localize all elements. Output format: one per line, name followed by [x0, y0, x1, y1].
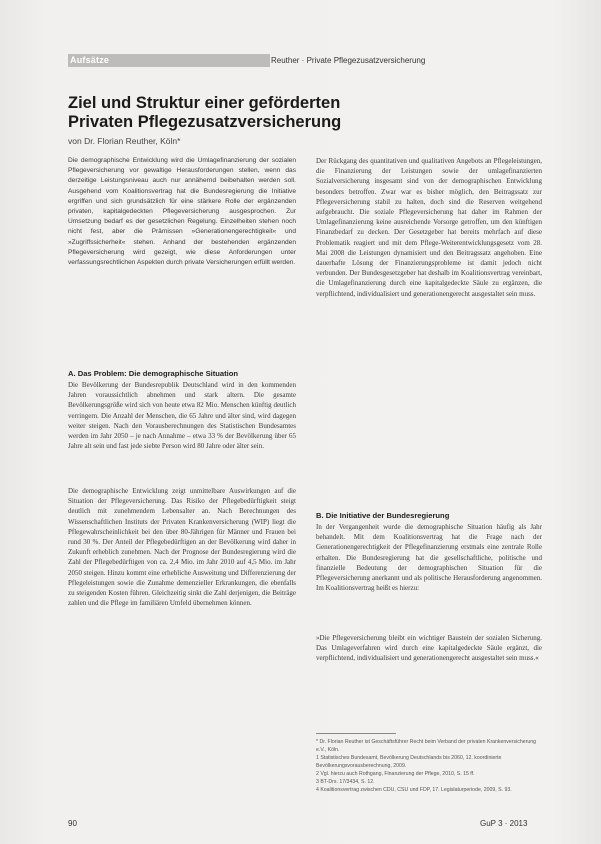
article-author: von Dr. Florian Reuther, Köln*	[68, 136, 181, 146]
footnotes	[316, 738, 542, 814]
footnote: 3 BT-Drs. 17/3434, S. 12.	[316, 779, 375, 785]
section-b-paragraph-1: In der Vergangenheit wurde die demographische Situation häufig als Jahr behandelt. Mit dem Koalitionsvertrag hat die Frage nach der Generationengerechtigkeit der Pflegefinanzierung erstmals eine zentrale Rolle erhalten. Die Bundesregierung hat die gesellschaftliche, politische und finanzielle Bedeutung der demographischen Situation für die Pflegeversicherung anerkannt und als politische Herausforderung angenommen. Im Koalitionsvertrag heißt es hierzu:	[316, 523, 542, 593]
footnote: 1 Statistisches Bundesamt, Bevölkerung Deutschlands bis 2060, 12. koordinierte Bevölkerungsvorausberechnung, 2009.	[316, 755, 502, 769]
running-head: Reuther · Private Pflegezusatzversicherung	[271, 56, 426, 65]
section-b-heading: B. Die Initiative der Bundesregierung	[316, 511, 450, 520]
abstract: Die demographische Entwicklung wird die Umlagefinanzierung der sozialen Pflegeversicherung vor gewaltige Herausforderungen stellen, wenn das derzeitige Leistungsniveau auch nur annähernd beibehalten werden soll. Ausgehend vom Koalitionsvertrag hat die Bundesregierung die Initiative ergriffen und sich grundsätzlich für eine stärkere Rolle der ergänzenden privaten, kapitalgedeckten Pflegeversicherung ausgesprochen. Zur Umsetzung bedarf es der gesetzlichen Regelung. Einzelheiten stehen noch nicht fest, aber die Prämissen »Generationengerechtigkeit« und »Zugriffssicherheit« stehen. Anhand der bestehenden ergänzenden Pflegeversicherung wird gezeigt, wie diese Anforderungen unter verfassungsrechtlichen Aspekten durch private Versicherungen erfüllt werden.	[68, 157, 296, 267]
section-tag: Aufsätze	[70, 55, 110, 65]
section-a-paragraph-1: Die Bevölkerung der Bundesrepublik Deutschland wird in den kommenden Jahren voraussichtlich abnehmen und stark altern. Die gesamte Bevölkerungsgröße wird sich von heute etwa 82 Mio. Menschen künftig deutlich verringern. Die Anzahl der Menschen, die 65 Jahre und älter sind, wird dagegen weiter steigen. Nach den Vorausberechnungen des Statistischen Bundesamtes werden im Jahr 2050 – je nach Annahme – etwa 33 % der Bevölkerung über 65 Jahre alt sein und fast jede siebte Person wird 80 Jahre oder älter sein.	[68, 381, 296, 451]
block-quote: »Die Pflegeversicherung bleibt ein wichtiger Baustein der sozialen Sicherung. Das Umlageverfahren wird durch eine kapitalgedeckte Säule ergänzt, die verpflichtend, individualisiert und generationengerecht ausgestaltet sein muss.«	[316, 634, 542, 663]
footnote: * Dr. Florian Reuther ist Geschäftsführer Recht beim Verband der privaten Krankenversicherung e.V., Köln.	[316, 739, 536, 753]
footnote-rule	[316, 733, 396, 734]
journal-issue: GuP 3 · 2013	[480, 819, 528, 828]
section-a-heading: A. Das Problem: Die demographische Situation	[68, 369, 239, 378]
section-a-paragraph-2: Die demographische Entwicklung zeigt unmittelbare Auswirkungen auf die Situation der Pflegeversicherung. Das Risiko der Pflegebedürftigkeit steigt deutlich mit zunehmendem Lebensalter an. Nach Berechnungen des Wissenschaftlichen Instituts der Privaten Krankenversicherung (WIP) liegt die Pflegewahrscheinlichkeit bei den über 80-Jährigen für Männer und Frauen bei rund 30 %. Der Anteil der Pflegebedürftigen an der Bevölkerung wird daher in Zukunft erheblich zunehmen. Nach der Prognose der Bundesregierung wird die Zahl der Pflegebedürftigen von ca. 2,4 Mio. im Jahr 2010 auf 4,5 Mio. im Jahr 2050 steigen. Hinzu kommt eine erhebliche Ausweitung und Differenzierung der Pflegeleistungen sowie die Zunahme demenzieller Erkrankungen, die ebenfalls zu steigenden Kosten führen. Gleichzeitig sinkt die Zahl derjenigen, die Beiträge zahlen und die Pflege im familiären Umfeld übernehmen können.	[68, 487, 296, 608]
footnote: 2 Vgl. hierzu auch Rothgang, Finanzierung der Pflege, 2010, S. 15 ff.	[316, 771, 475, 777]
footnote: 4 Koalitionsvertrag zwischen CDU, CSU und FDP, 17. Legislaturperiode, 2009, S. 93.	[316, 787, 512, 793]
page-number: 90	[68, 819, 77, 828]
right-paragraph-1: Der Rückgang des quantitativen und qualitativen Angebots an Pflegeleistungen, die Finanzierung der Leistungen sowie der umlagefinanzierten Sozialversicherung insgesamt sind von der demographischen Entwicklung besonders betroffen. Zwar war es bisher möglich, den Beitragssatz zur Pflegeversicherung stabil zu halten, doch sind die Reserven weitgehend aufgebraucht. Die soziale Pflegeversicherung hat daher im Rahmen der Umlagefinanzierung keine ausreichende Vorsorge getroffen, um den künftigen Finanzbedarf zu decken. Der Gesetzgeber hat bereits mehrfach auf diese Problematik reagiert und mit dem Pflege-Weiterentwicklungsgesetz vom 28. Mai 2008 die Leistungen dynamisiert und den Beitragssatz angehoben. Eine dauerhafte Lösung der Finanzierungsprobleme ist damit jedoch nicht verbunden. Der Bundesgesetzgeber hat deshalb im Koalitionsvertrag vereinbart, die Umlagefinanzierung durch eine kapitalgedeckte Säule zu ergänzen, die verpflichtend, individualisiert und generationengerecht ausgestaltet sein muss.	[316, 157, 542, 298]
article-title: Ziel und Struktur einer geförderten Privaten Pflegezusatzversicherung	[68, 94, 342, 131]
